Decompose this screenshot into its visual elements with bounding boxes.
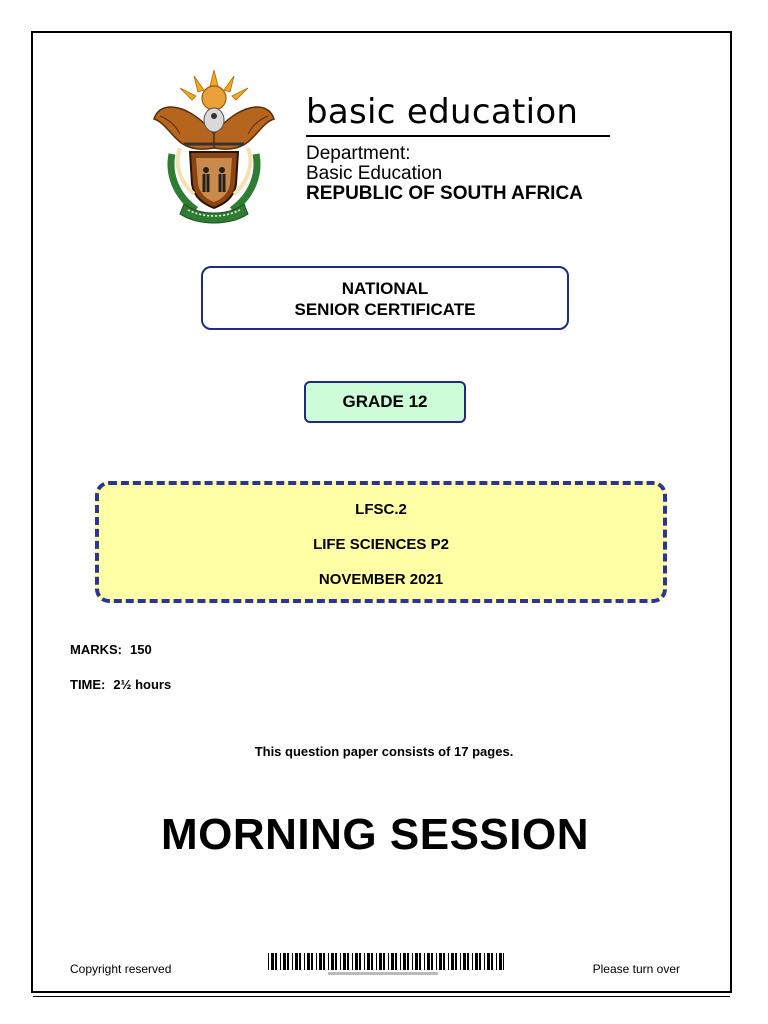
time-value: 2½ hours (113, 677, 172, 692)
paper-code: LFSC.2 (355, 501, 407, 518)
department-label: Department: (306, 143, 411, 164)
brand-divider (306, 135, 610, 137)
marks-value: 150 (130, 642, 152, 657)
time-label: TIME: (70, 677, 106, 692)
paper-date: NOVEMBER 2021 (318, 571, 444, 588)
barcode (268, 953, 504, 977)
coat-of-arms-logo (150, 64, 278, 224)
department-name: Basic Education (306, 163, 443, 184)
certificate-line-2: SENIOR CERTIFICATE (294, 300, 476, 319)
turn-over-note: Please turn over (592, 962, 680, 976)
certificate-line-1: NATIONAL (341, 279, 429, 298)
paper-info-box (95, 481, 667, 603)
grade-box: GRADE 12 (304, 381, 466, 423)
certificate-box (201, 266, 569, 330)
marks-row (70, 642, 152, 657)
session-title: MORNING SESSION (161, 810, 589, 859)
marks-label: MARKS: (70, 642, 122, 657)
copyright-note: Copyright reserved (70, 962, 172, 976)
paper-subject: LIFE SCIENCES P2 (313, 536, 449, 553)
brand-title: basic education (306, 92, 579, 132)
time-row (70, 677, 171, 692)
country-name: REPUBLIC OF SOUTH AFRICA (306, 183, 583, 204)
pages-note: This question paper consists of 17 pages. (254, 744, 514, 759)
